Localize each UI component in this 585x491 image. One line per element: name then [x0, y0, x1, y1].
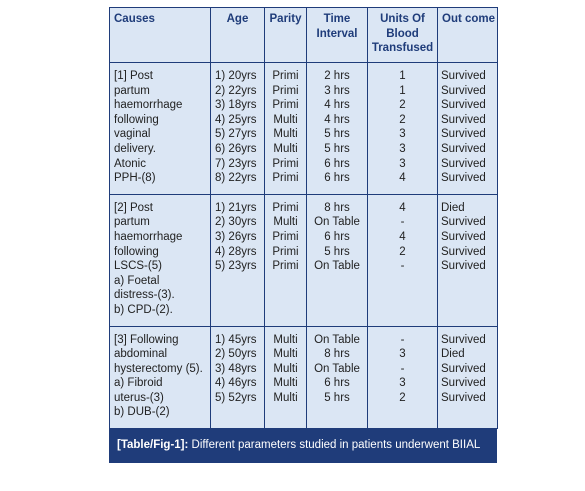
table-row	[110, 194, 498, 326]
cause-line: [2] Post	[114, 201, 153, 214]
outcome-cell	[438, 63, 498, 195]
age-line: 2) 30yrs	[215, 216, 257, 229]
units-transfused-line: 2	[399, 391, 406, 404]
cause-cell	[110, 326, 211, 429]
outcome-line: Survived	[441, 377, 486, 390]
cause-line: a) Foetal	[114, 274, 160, 287]
age-line: 4) 46yrs	[215, 377, 257, 390]
parity-line: Primi	[272, 172, 299, 185]
cause-cell	[110, 194, 211, 326]
cause-line: [1] Post	[114, 70, 153, 82]
units-transfused-line: 3	[399, 377, 406, 390]
parameters-table	[109, 7, 498, 429]
units-transfused-cell	[368, 63, 438, 195]
units-transfused-line: 4	[399, 172, 406, 185]
parity-line: Primi	[272, 230, 299, 243]
outcome-line: Survived	[441, 157, 486, 170]
age-line: 5) 23yrs	[215, 260, 257, 273]
outcome-line: Survived	[441, 245, 486, 258]
parity-line: Primi	[272, 157, 299, 170]
age-line: 2) 22yrs	[215, 84, 257, 97]
cause-line: uterus-(3)	[114, 391, 164, 404]
parity-line: Multi	[273, 113, 298, 126]
outcome-line: Survived	[441, 84, 486, 97]
parity-line: Primi	[272, 70, 299, 82]
age-line: 4) 28yrs	[215, 245, 257, 258]
time-interval-line: 3 hrs	[324, 84, 350, 97]
time-interval-line: 8 hrs	[324, 201, 350, 214]
units-transfused-line: 3	[399, 157, 406, 170]
age-line: 7) 23yrs	[215, 157, 257, 170]
age-line: 2) 50yrs	[215, 348, 257, 361]
age-line: 3) 18yrs	[215, 99, 257, 112]
cause-line: haemorrhage	[114, 230, 183, 243]
outcome-line: Survived	[441, 70, 486, 82]
units-transfused-line: 2	[399, 99, 406, 112]
time-interval-line: 5 hrs	[324, 245, 350, 258]
cause-line: PPH-(8)	[114, 172, 156, 185]
header-causes: Causes	[110, 8, 211, 63]
table-caption	[109, 429, 497, 463]
time-interval-line: On Table	[314, 216, 360, 229]
cause-line: b) CPD-(2).	[114, 303, 173, 316]
parity-line: Primi	[272, 245, 299, 258]
table-row	[110, 326, 498, 429]
cause-line: abdominal	[114, 348, 168, 361]
time-interval-line: 5 hrs	[324, 142, 350, 155]
time-interval-line: 6 hrs	[324, 377, 350, 390]
age-line: 4) 25yrs	[215, 113, 257, 126]
age-line: 1) 21yrs	[215, 201, 257, 214]
units-transfused-line: 1	[399, 70, 406, 82]
units-transfused-line: -	[400, 362, 405, 375]
units-transfused-cell	[368, 326, 438, 429]
units-transfused-line: -	[400, 216, 405, 229]
outcome-line: Survived	[441, 172, 486, 185]
header-row	[110, 8, 498, 63]
cause-line: [3] Following	[114, 333, 179, 346]
parity-cell	[265, 194, 307, 326]
time-interval-line: 5 hrs	[324, 391, 350, 404]
outcome-line: Survived	[441, 362, 486, 375]
time-interval-line: On Table	[314, 333, 360, 346]
header-age: Age	[211, 8, 265, 63]
outcome-line: Survived	[441, 142, 486, 155]
cause-line: distress-(3).	[114, 289, 175, 302]
parity-line: Multi	[273, 216, 298, 229]
parity-line: Primi	[272, 84, 299, 97]
outcome-line: Survived	[441, 391, 486, 404]
age-cell	[211, 326, 265, 429]
units-transfused-line: 4	[399, 201, 406, 214]
age-line: 6) 26yrs	[215, 142, 257, 155]
age-line: 3) 26yrs	[215, 230, 257, 243]
age-line: 3) 48yrs	[215, 362, 257, 375]
outcome-line: Survived	[441, 113, 486, 126]
time-interval-cell	[307, 194, 368, 326]
parity-line: Multi	[273, 377, 298, 390]
time-interval-line: 6 hrs	[324, 230, 350, 243]
time-interval-line: 4 hrs	[324, 113, 350, 126]
time-interval-line: 2 hrs	[324, 70, 350, 82]
time-interval-line: 6 hrs	[324, 157, 350, 170]
units-transfused-line: -	[400, 260, 405, 273]
table-row	[110, 63, 498, 195]
cause-line: hysterectomy (5).	[114, 362, 203, 375]
header-parity: Parity	[265, 8, 307, 63]
age-line: 1) 20yrs	[215, 70, 257, 82]
age-line: 5) 52yrs	[215, 391, 257, 404]
cause-line: following	[114, 113, 159, 126]
cause-line: partum	[114, 216, 150, 229]
units-transfused-line: 3	[399, 128, 406, 141]
units-transfused-line: 2	[399, 245, 406, 258]
cause-line: partum	[114, 84, 150, 97]
parity-line: Primi	[272, 201, 299, 214]
time-interval-line: 8 hrs	[324, 348, 350, 361]
outcome-line: Survived	[441, 260, 486, 273]
outcome-cell	[438, 194, 498, 326]
cause-line: b) DUB-(2)	[114, 406, 170, 419]
time-interval-line: On Table	[314, 362, 360, 375]
time-interval-line: 5 hrs	[324, 128, 350, 141]
age-cell	[211, 194, 265, 326]
time-interval-line: 6 hrs	[324, 172, 350, 185]
caption-label: [Table/Fig-1]:	[117, 439, 189, 452]
age-line: 8) 22yrs	[215, 172, 257, 185]
units-transfused-line: 3	[399, 348, 406, 361]
parity-line: Multi	[273, 333, 298, 346]
parity-line: Primi	[272, 260, 299, 273]
parity-cell	[265, 326, 307, 429]
cause-line: vaginal	[114, 128, 151, 141]
parity-line: Multi	[273, 362, 298, 375]
parity-line: Multi	[273, 142, 298, 155]
outcome-cell	[438, 326, 498, 429]
outcome-line: Survived	[441, 333, 486, 346]
outcome-line: Died	[441, 201, 465, 214]
caption-text: Different parameters studied in patients underwent BIIAL	[188, 439, 481, 452]
cause-line: following	[114, 245, 159, 258]
parity-line: Multi	[273, 391, 298, 404]
table-figure	[109, 7, 497, 463]
cause-line: delivery.	[114, 142, 156, 155]
header-time-interval: Time Interval	[307, 8, 368, 63]
cause-line: Atonic	[114, 157, 146, 170]
cause-line: haemorrhage	[114, 99, 183, 112]
time-interval-cell	[307, 326, 368, 429]
header-outcome: Out come	[438, 8, 498, 63]
units-transfused-line: 4	[399, 230, 406, 243]
units-transfused-line: 3	[399, 142, 406, 155]
header-units-blood: Units Of Blood Transfused	[368, 8, 438, 63]
units-transfused-line: -	[400, 333, 405, 346]
time-interval-line: 4 hrs	[324, 99, 350, 112]
cause-line: a) Fibroid	[114, 377, 163, 390]
outcome-line: Died	[441, 348, 465, 361]
units-transfused-line: 2	[399, 113, 406, 126]
time-interval-cell	[307, 63, 368, 195]
cause-line: LSCS-(5)	[114, 260, 162, 273]
parity-line: Multi	[273, 128, 298, 141]
cause-cell	[110, 63, 211, 195]
age-cell	[211, 63, 265, 195]
outcome-line: Survived	[441, 216, 486, 229]
outcome-line: Survived	[441, 99, 486, 112]
units-transfused-cell	[368, 194, 438, 326]
units-transfused-line: 1	[399, 84, 406, 97]
parity-line: Multi	[273, 348, 298, 361]
parity-cell	[265, 63, 307, 195]
outcome-line: Survived	[441, 128, 486, 141]
parity-line: Primi	[272, 99, 299, 112]
age-line: 5) 27yrs	[215, 128, 257, 141]
time-interval-line: On Table	[314, 260, 360, 273]
outcome-line: Survived	[441, 230, 486, 243]
age-line: 1) 45yrs	[215, 333, 257, 346]
